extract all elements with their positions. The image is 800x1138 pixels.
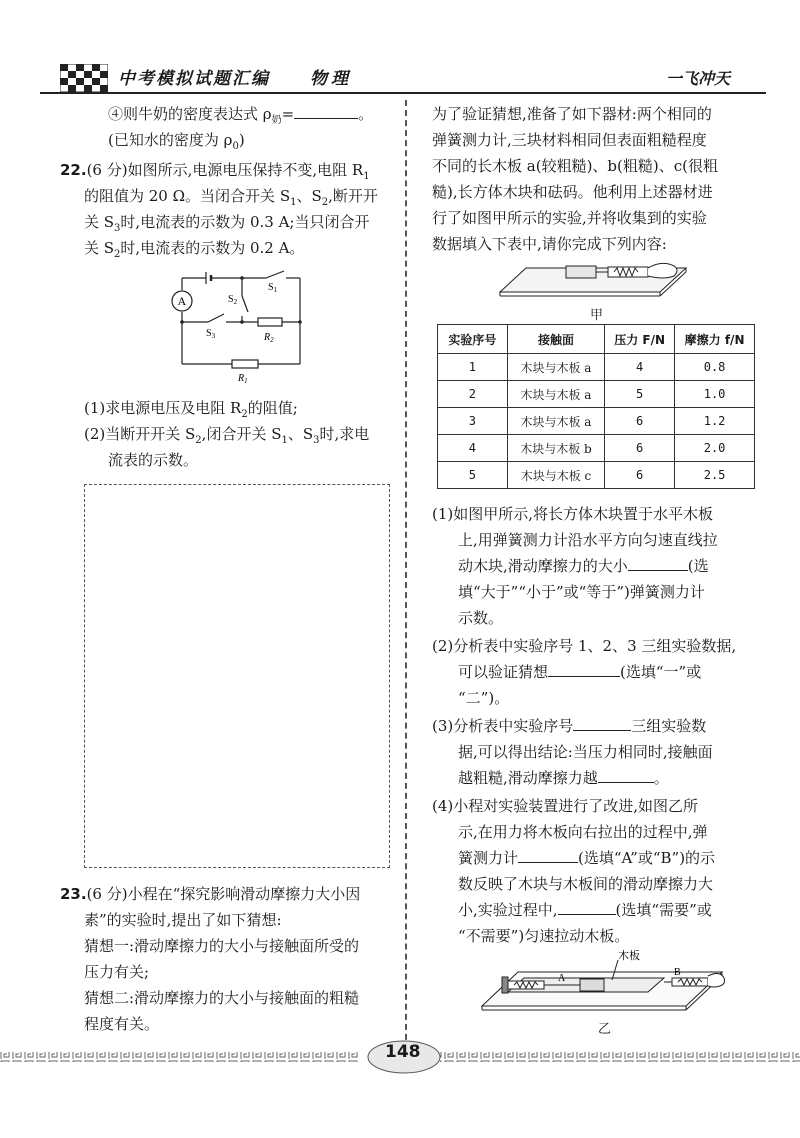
q22-sub1	[84, 398, 298, 425]
q22-sub2-d: 时,求电	[319, 425, 370, 443]
q23-line1	[60, 884, 360, 904]
table-header-cell: 接触面	[507, 325, 604, 354]
column-divider	[405, 100, 407, 1060]
q22-line1-sub: 1	[363, 171, 370, 182]
q21-line1-text: ④则牛奶的密度表达式 ρ	[108, 105, 272, 123]
data-table	[437, 324, 755, 489]
q23-line4: 压力有关;	[84, 963, 150, 981]
p2-line2	[458, 662, 701, 682]
table-cell: 木块与木板 b	[507, 435, 604, 462]
p4-line3	[458, 848, 715, 868]
s3-label: $S_3$	[206, 328, 216, 340]
p4-line5	[458, 900, 712, 920]
table-row	[438, 408, 755, 435]
q23-intro-line5: 行了如图甲所示的实验,并将收集到的实验	[432, 209, 707, 227]
q21-water-density-note	[108, 130, 245, 157]
p2-line2-end: (选填“一”或	[620, 663, 702, 681]
q23-number: 23.	[60, 885, 87, 903]
s1-label: $S_1$	[268, 282, 278, 294]
q22-sub2-line2: 流表的示数。	[108, 451, 199, 469]
q23-intro-line4: 糙),长方体木块和砝码。他利用上述器材进	[432, 183, 713, 201]
table-cell: 木块与木板 c	[507, 462, 604, 489]
p2-line1: (2)分析表中实验序号 1、2、3 三组实验数据,	[432, 637, 737, 655]
q22-line2	[84, 186, 378, 213]
q22-line1-text: (6 分)如图所示,电源电压保持不变,电阻 R	[86, 161, 364, 179]
p4-line5-text: 小,实验过程中,	[458, 901, 558, 919]
q23-line5: 猜想二:滑动摩擦力的大小与接触面的粗糙	[84, 989, 360, 1007]
q22-line4-rest: 时,电流表的示数为 0.2 A。	[120, 239, 305, 257]
table-cell: 木块与木板 a	[507, 354, 604, 381]
table-header-row	[438, 325, 755, 354]
q22-line2-c: ,断开开	[328, 187, 378, 205]
q23-intro-line3: 不同的长木板 a(较粗糙)、b(粗糙)、c(很粗	[432, 157, 718, 175]
p2-line3: “二”)。	[458, 689, 510, 707]
p4-line6: “不需要”)匀速拉动木板。	[458, 927, 630, 945]
p1-line4: 填“大于”“小于”或“等于”)弹簧测力计	[458, 583, 705, 601]
p4-line4: 数反映了木块与木板间的滑动摩擦力大	[458, 875, 714, 893]
p2-line2-text: 可以验证猜想	[458, 663, 549, 681]
q22-line2-b: 、S	[296, 187, 322, 205]
p3-line1-text: (3)分析表中实验序号	[432, 717, 574, 735]
table-header-cell: 压力 F/N	[605, 325, 675, 354]
p1-line1: (1)如图甲所示,将长方体木块置于水平木板	[432, 505, 714, 523]
p1-line2: 上,用弹簧测力计沿水平方向匀速直线拉	[458, 531, 718, 549]
answer-blank[interactable]	[573, 716, 631, 731]
table-cell: 木块与木板 a	[507, 381, 604, 408]
q21-line1-eq: =	[281, 105, 295, 123]
table-row	[438, 435, 755, 462]
table-cell: 1	[438, 354, 508, 381]
q22-sub1-text: (1)求电源电压及电阻 R	[84, 399, 242, 417]
page-number: 148	[385, 1042, 421, 1062]
answer-blank[interactable]	[558, 900, 616, 915]
table-cell: 2	[438, 381, 508, 408]
p4-line3-end: (选填“A”或“B”)的示	[578, 849, 716, 867]
p1-line3-end: (选	[687, 557, 709, 575]
table-cell: 6	[605, 408, 675, 435]
q23-intro-line2: 弹簧测力计,三块材料相同但表面粗糙程度	[432, 131, 707, 149]
table-cell: 1.2	[675, 408, 755, 435]
fixed-post	[502, 977, 508, 993]
p1-line3-text: 动木块,滑动摩擦力的大小	[458, 557, 628, 575]
p3-line1-end: 三组实验数	[631, 717, 707, 735]
table-cell: 4	[438, 435, 508, 462]
scale-a-label: A	[558, 973, 566, 984]
q23-line2: 素”的实验时,提出了如下猜想:	[84, 911, 282, 929]
table-cell: 木块与木板 a	[507, 408, 604, 435]
q22-sub2-a-sub: 2	[195, 435, 202, 446]
p1-line5: 示数。	[458, 609, 504, 627]
subject-title: 物理	[310, 69, 352, 89]
q21-density-expression	[108, 104, 373, 131]
q22-line3	[84, 212, 369, 239]
answer-blank[interactable]	[628, 556, 688, 571]
q22-sub1-sub: 2	[241, 409, 248, 420]
q23-line6: 程度有关。	[84, 1015, 160, 1033]
table-cell: 6	[605, 435, 675, 462]
q22-line4	[84, 238, 304, 265]
table-cell: 6	[605, 462, 675, 489]
r2-label: $R_2$	[264, 332, 274, 344]
checker-pattern-icon	[60, 64, 108, 92]
hand-icon	[708, 973, 725, 987]
book-title: 中考模拟试题汇编	[118, 69, 270, 89]
p4-line2: 示,在用力将木板向右拉出的过程中,弹	[458, 823, 708, 841]
q22-line4-sub: 2	[114, 249, 121, 260]
figure-jia-caption: 甲	[590, 308, 604, 323]
q22-line2-text: 的阻值为 20 Ω。当闭合开关 S	[84, 187, 291, 205]
q22-line1	[60, 160, 370, 187]
q22-sub2-b: ,闭合开关 S	[201, 425, 282, 443]
s2-label: $S_2$	[228, 294, 238, 306]
table-row	[438, 462, 755, 489]
table-cell: 4	[605, 354, 675, 381]
q21-line2-text: (已知水的密度为 ρ	[108, 131, 233, 149]
p3-line3	[458, 768, 669, 788]
p3-line1	[432, 716, 706, 736]
p3-line3-end: 。	[653, 769, 669, 787]
figure-yi-caption: 乙	[598, 1022, 612, 1037]
q22-line3-text: 关 S	[84, 213, 115, 231]
q22-sub1-end: 的阻值;	[247, 399, 298, 417]
q22-line3-sub: 3	[114, 223, 121, 234]
table-cell: 0.8	[675, 354, 755, 381]
p3-line2: 据,可以得出结论:当压力相同时,接触面	[458, 743, 713, 761]
q22-sub2-c: 、S	[287, 425, 314, 443]
q21-line2-sub: 0	[232, 141, 239, 152]
answer-blank[interactable]	[548, 662, 620, 677]
header-slogan: 一飞冲天	[666, 69, 731, 88]
q21-line1-period: 。	[358, 105, 374, 123]
q22-sub2	[84, 424, 369, 451]
q23-intro-line1: 为了验证猜想,准备了如下器材:两个相同的	[432, 105, 712, 123]
q21-line2-end: )	[238, 131, 245, 149]
page-header	[0, 0, 800, 110]
q22-number: 22.	[60, 161, 87, 179]
scale-b-label: B	[674, 967, 681, 978]
table-row	[438, 354, 755, 381]
wood-block	[566, 266, 596, 278]
p4-line3-text: 簧测力计	[458, 849, 519, 867]
board-label: 木板	[618, 950, 640, 962]
q22-sub2-c-sub: 3	[313, 435, 320, 446]
table-header-cell: 摩擦力 f/N	[675, 325, 755, 354]
table-cell: 3	[438, 408, 508, 435]
table-cell: 2.0	[675, 435, 755, 462]
q22-line3-rest: 时,电流表的示数为 0.3 A;当只闭合开	[120, 213, 370, 231]
q23-intro-line6: 数据填入下表中,请你完成下列内容:	[432, 235, 667, 253]
q22-sub2-b-sub: 1	[281, 435, 288, 446]
table-row	[438, 381, 755, 408]
q22-line2-sub-b: 2	[321, 197, 329, 208]
wood-block	[580, 979, 604, 991]
answer-blank[interactable]	[294, 104, 358, 119]
ammeter-label: A	[177, 294, 187, 308]
q22-line4-text: 关 S	[84, 239, 115, 257]
hand-icon	[648, 263, 677, 278]
header-rule	[40, 92, 766, 94]
p3-line3-text: 越粗糙,滑动摩擦力越	[458, 769, 598, 787]
table-cell: 5	[438, 462, 508, 489]
figure-jia	[496, 256, 696, 304]
p4-line1: (4)小程对实验装置进行了改进,如图乙所	[432, 797, 699, 815]
q21-line1-sub: 奶	[271, 115, 282, 126]
circuit-diagram	[160, 268, 320, 388]
p4-line5-end: (选填“需要”或	[615, 901, 712, 919]
q22-line2-sub-a: 1	[290, 197, 297, 208]
answer-box[interactable]	[84, 484, 390, 868]
table-header-cell: 实验序号	[438, 325, 508, 354]
r1-label: $R_1$	[238, 373, 248, 385]
q23-line3: 猜想一:滑动摩擦力的大小与接触面所受的	[84, 937, 360, 955]
table-cell: 2.5	[675, 462, 755, 489]
q23-line1-text: (6 分)小程在“探究影响滑动摩擦力大小因	[86, 885, 361, 903]
q22-sub2-a: (2)当断开开关 S	[84, 425, 196, 443]
table-cell: 1.0	[675, 381, 755, 408]
p1-line3	[458, 556, 709, 576]
table-cell: 5	[605, 381, 675, 408]
answer-blank[interactable]	[518, 848, 578, 863]
answer-blank[interactable]	[598, 768, 654, 783]
figure-yi	[478, 950, 728, 1020]
